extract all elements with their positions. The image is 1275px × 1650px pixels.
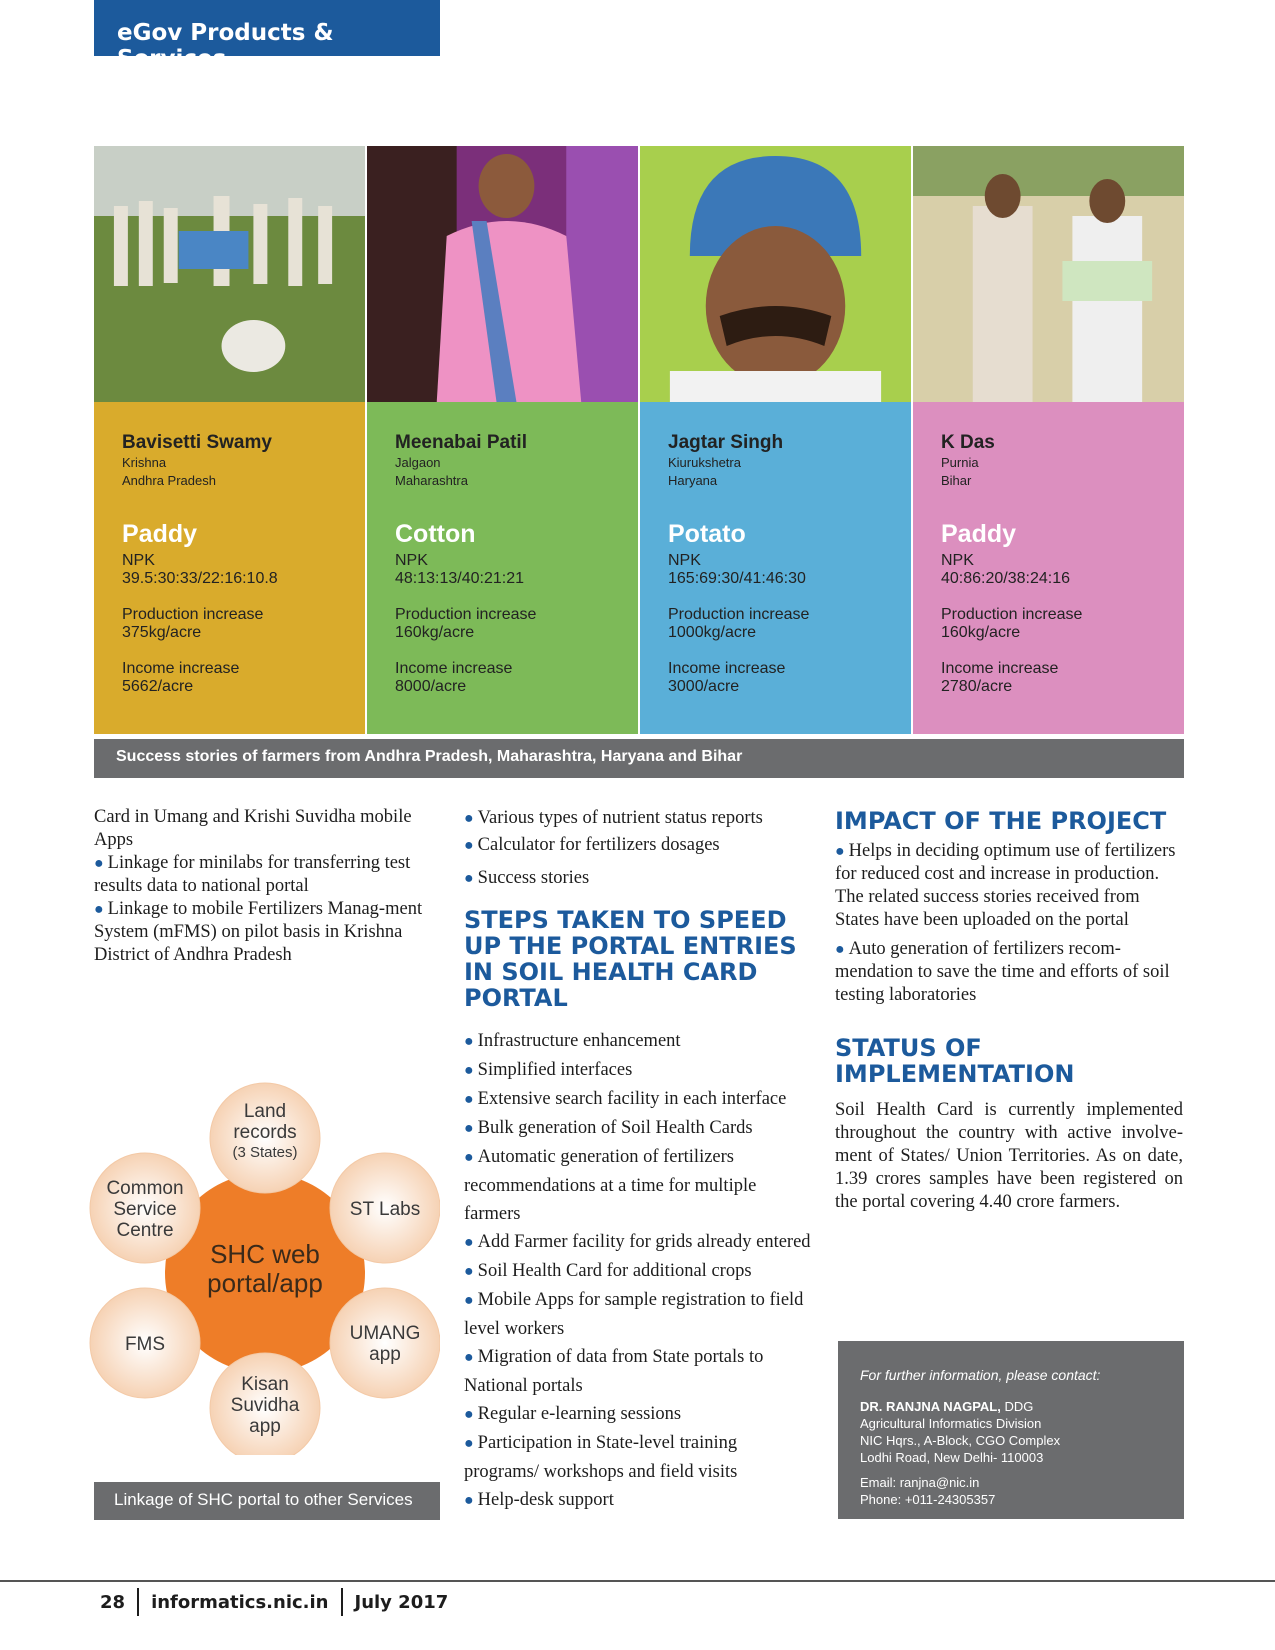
production-label: Production increase (395, 606, 537, 623)
node-label: records (233, 1122, 297, 1143)
farmer-card (94, 146, 365, 734)
list-item: ● Simplified interfaces (464, 1060, 633, 1080)
node-label: app (249, 1416, 281, 1437)
farmer-name: Meenabai Patil (395, 432, 527, 453)
production-value: 375kg/acre (122, 624, 202, 641)
list-item: ● Auto generation of fertilizers recom-mendation to save the time and efforts of soil testing laboratories (835, 939, 1170, 1005)
footer-date: July 2017 (354, 1591, 449, 1613)
node-label: (3 States) (232, 1144, 298, 1161)
footer-site[interactable]: informatics.nic.in (151, 1591, 329, 1613)
farmer-name: Jagtar Singh (668, 432, 784, 453)
status-heading: STATUS OF IMPLEMENTATION (835, 1034, 1075, 1088)
section-header: eGov Products & Services (94, 0, 440, 56)
node-label: app (369, 1344, 401, 1365)
farmer-info (367, 402, 638, 734)
production-label: Production increase (122, 606, 264, 623)
crop-name: Paddy (122, 520, 198, 548)
contact-designation: DDG (1004, 1399, 1034, 1414)
contact-intro: For further information, please contact: (860, 1367, 1101, 1383)
list-item: ● Success stories (464, 868, 590, 888)
npk-label: NPK (122, 552, 155, 569)
column-2 (464, 806, 814, 1515)
list-item: ● Regular e-learning sessions (464, 1404, 682, 1424)
farmer-name: K Das (941, 432, 995, 453)
contact-name: DR. RANJNA NAGPAL, (860, 1399, 1001, 1414)
footer-separator (341, 1588, 343, 1616)
node-label: Centre (116, 1220, 174, 1241)
impact-heading: IMPACT OF THE PROJECT (835, 807, 1167, 835)
farmer-card (913, 146, 1184, 734)
farmer-district: Krishna (122, 455, 167, 470)
footer-divider (0, 1580, 1275, 1582)
list-item: ● Migration of data from State portals to National portals (464, 1347, 764, 1396)
farmer-stories (94, 146, 1184, 734)
farmer-state: Haryana (668, 473, 718, 488)
farmer-district: Kiurukshetra (668, 455, 741, 470)
center-label-2: portal/app (207, 1268, 323, 1298)
column-3 (835, 808, 1183, 1214)
farmer-info (640, 402, 911, 734)
contact-email[interactable]: Email: ranjna@nic.in (860, 1475, 980, 1490)
income-label: Income increase (668, 660, 786, 677)
column-1 (94, 806, 442, 967)
farmer-photo (367, 146, 638, 402)
node-label: FMS (124, 1334, 166, 1355)
center-label-1: SHC web (210, 1239, 320, 1269)
farmer-district: Purnia (941, 455, 979, 470)
farmer-photo (913, 146, 1184, 402)
npk-value: 40:86:20/38:24:16 (941, 570, 1071, 587)
diagram-caption: Linkage of SHC portal to other Services (94, 1482, 440, 1520)
list-item: ● Helps in deciding optimum use of fertilizers for reduced cost and increase in production. The related success stories received from States have been uploaded on the portal (835, 841, 1176, 930)
node-label: UMANG (349, 1323, 421, 1344)
node-label: ST Labs (349, 1199, 421, 1220)
farmer-name: Bavisetti Swamy (122, 432, 272, 453)
income-label: Income increase (395, 660, 513, 677)
contact-address-1: NIC Hqrs., A-Block, CGO Complex (860, 1433, 1061, 1448)
production-label: Production increase (941, 606, 1083, 623)
contact-address-2: Lodhi Road, New Delhi- 110003 (860, 1450, 1044, 1465)
farmers-caption: Success stories of farmers from Andhra Pradesh, Maharashtra, Haryana and Bihar (94, 739, 1184, 778)
farmer-state: Maharashtra (395, 473, 468, 488)
crop-name: Paddy (941, 520, 1017, 548)
contact-box (838, 1341, 1184, 1519)
crop-name: Cotton (395, 520, 476, 548)
npk-value: 48:13:13/40:21:21 (395, 570, 525, 587)
farmer-state: Bihar (941, 473, 972, 488)
production-value: 160kg/acre (941, 624, 1021, 641)
npk-value: 39.5:30:33/22:16:10.8 (122, 570, 278, 587)
node-label: Land (243, 1101, 287, 1122)
list-item: ● Calculator for fertilizers dosages (464, 835, 720, 855)
list-item: ● Extensive search facility in each interface (464, 1089, 787, 1109)
node-label: Kisan (241, 1374, 289, 1395)
income-value: 3000/acre (668, 678, 740, 695)
farmer-district: Jalgaon (395, 455, 441, 470)
production-label: Production increase (668, 606, 810, 623)
farmer-state: Andhra Pradesh (122, 473, 216, 488)
production-value: 1000kg/acre (668, 624, 757, 641)
list-item: ● Various types of nutrient status reports (464, 808, 763, 828)
footer-separator (137, 1588, 139, 1616)
status-text: Soil Health Card is currently implemented throughout the country with active involve-ment of States/ Union Territories. As on date, 1.39 crores samples have been registered on the portal covering 4.40 crore farmers. (835, 1100, 1183, 1212)
farmer-info (94, 402, 365, 734)
income-value: 5662/acre (122, 678, 194, 695)
list-item: ● Linkage for minilabs for transferring test results data to national portal (94, 853, 411, 896)
income-label: Income increase (122, 660, 240, 677)
list-item: ● Soil Health Card for additional crops (464, 1261, 752, 1281)
list-item: ● Infrastructure enhancement (464, 1031, 681, 1051)
steps-heading: STEPS TAKEN TO SPEED UP THE PORTAL ENTRIES IN SOIL HEALTH CARD PORTAL (464, 906, 797, 1012)
node-label: Service (113, 1199, 177, 1220)
npk-label: NPK (668, 552, 701, 569)
list-item: ● Automatic generation of fertilizers recommendations at a time for multiple farmers (464, 1147, 757, 1224)
npk-label: NPK (941, 552, 974, 569)
income-value: 8000/acre (395, 678, 467, 695)
contact-phone: Phone: +011-24305357 (860, 1492, 996, 1507)
node-label: Suvidha (230, 1395, 300, 1416)
list-item: ● Bulk generation of Soil Health Cards (464, 1118, 753, 1138)
npk-label: NPK (395, 552, 428, 569)
npk-value: 165:69:30/41:46:30 (668, 570, 806, 587)
linkage-diagram (80, 1055, 440, 1455)
farmer-photo (640, 146, 911, 402)
page-number: 28 (100, 1591, 126, 1613)
farmer-card (367, 146, 638, 734)
list-item: ● Add Farmer facility for grids already entered (464, 1232, 811, 1252)
production-value: 160kg/acre (395, 624, 475, 641)
crop-name: Potato (668, 520, 746, 548)
list-item: ● Help-desk support (464, 1490, 614, 1510)
farmer-info (913, 402, 1184, 734)
farmer-card (640, 146, 911, 734)
list-item: ● Mobile Apps for sample registration to field level workers (464, 1290, 804, 1339)
footer (100, 1588, 448, 1616)
contact-division: Agricultural Informatics Division (860, 1416, 1042, 1431)
list-item: ● Participation in State-level training programs/ workshops and field visits (464, 1433, 738, 1482)
income-value: 2780/acre (941, 678, 1013, 695)
list-item: ● Linkage to mobile Fertilizers Manag-ment System (mFMS) on pilot basis in Krishna District of Andhra Pradesh (94, 899, 423, 965)
intro-text: Card in Umang and Krishi Suvidha mobile Apps (94, 807, 412, 850)
farmer-photo (94, 146, 365, 402)
node-label: Common (106, 1178, 184, 1199)
income-label: Income increase (941, 660, 1059, 677)
